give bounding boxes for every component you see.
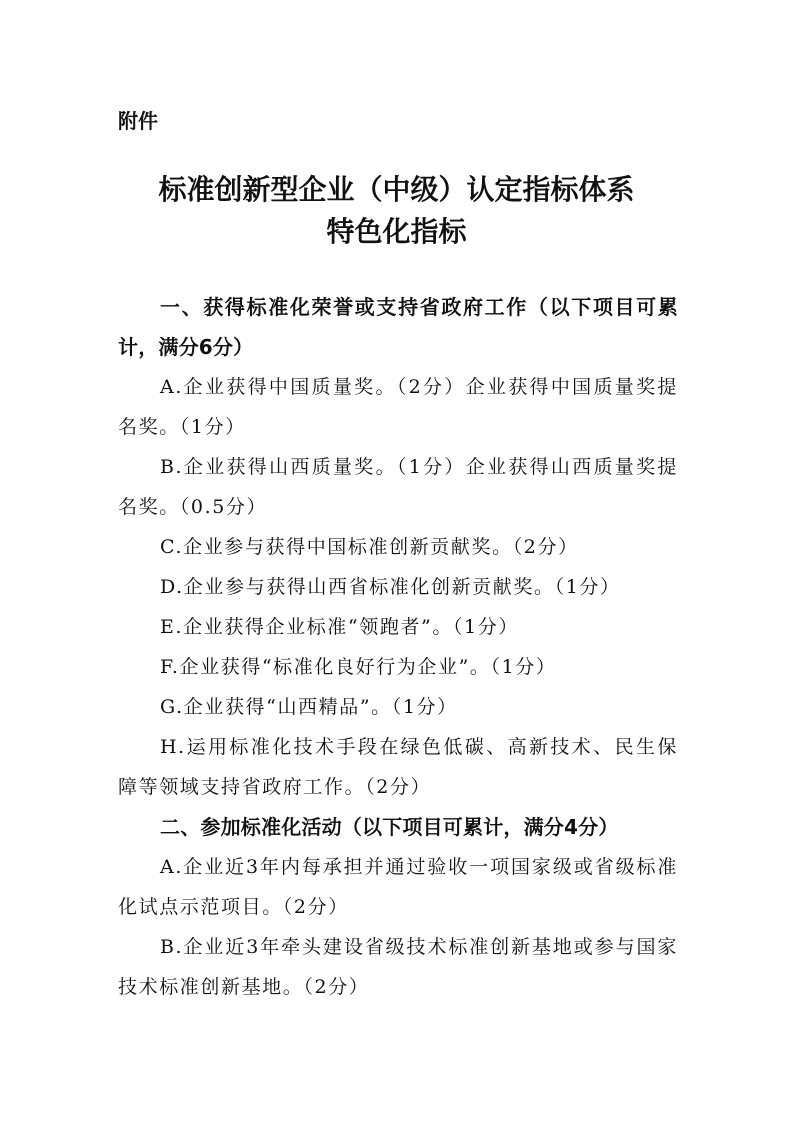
document-title-line1: 标准创新型企业（中级）认定指标体系 [158,173,635,206]
list-item: B.企业近3年牵头建设省级技术标准创新基地或参与国家技术标准创新基地。（2分） [118,936,678,998]
list-item: A.企业近3年内每承担并通过验收一项国家级或省级标准化试点示范项目。（2分） [118,856,678,918]
list-item: A.企业获得中国质量奖。（2分）企业获得中国质量奖提名奖。（1分） [118,376,678,438]
list-item: E.企业获得企业标准“领跑者”。（1分） [160,616,519,638]
list-item: G.企业获得“山西精品”。（1分） [160,696,458,718]
section-heading-honors: 一、获得标准化荣誉或支持省政府工作（以下项目可累计，满分6分） [118,295,678,359]
document-body [118,287,678,1007]
list-item: C.企业参与获得中国标准创新贡献奖。（2分） [160,536,579,558]
document-title-line2: 特色化指标 [326,215,467,248]
list-item: F.企业获得“标准化良好行为企业”。（1分） [160,656,557,678]
section-heading-activities: 二、参加标准化活动（以下项目可累计，满分4分） [160,815,619,839]
list-item: H.运用标准化技术手段在绿色低碳、高新技术、民生保障等领域支持省政府工作。（2分） [118,736,678,798]
list-item: B.企业获得山西质量奖。（1分）企业获得山西质量奖提名奖。（0.5分） [118,456,678,518]
attachment-label: 附件 [118,109,158,133]
list-item: D.企业参与获得山西省标准化创新贡献奖。（1分） [160,576,621,598]
